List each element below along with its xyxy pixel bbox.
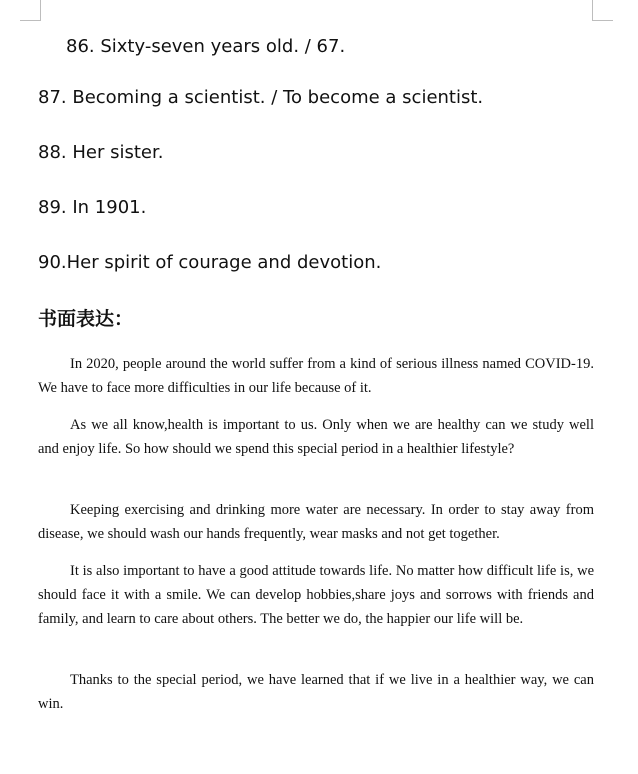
essay-paragraph-2: As we all know,health is important to us. Only when we are healthy can we study well and enjoy life. So how should we spend this special period in a healthier lifestyle?: [38, 417, 594, 457]
answer-89: 89. In 1901.: [38, 197, 147, 218]
writing-section-heading: 书面表达：: [38, 308, 134, 330]
answer-90: 90.Her spirit of courage and devotion.: [38, 252, 382, 273]
answer-88: 88. Her sister.: [38, 142, 164, 163]
page-corner-mark-left: [20, 0, 41, 21]
answer-86: 86. Sixty-seven years old. / 67.: [66, 36, 346, 57]
answer-87: 87. Becoming a scientist. / To become a scientist.: [38, 87, 484, 108]
essay-paragraph-5: Thanks to the special period, we have learned that if we live in a healthier way, we can win.: [38, 672, 594, 712]
essay-paragraph-1: In 2020, people around the world suffer from a kind of serious illness named COVID-19. We have to face more difficulties in our life because of it.: [38, 356, 594, 396]
essay-paragraph-3: Keeping exercising and drinking more water are necessary. In order to stay away from disease, we should wash our hands frequently, wear masks and not get together.: [38, 502, 594, 542]
essay-paragraph-4: It is also important to have a good attitude towards life. No matter how difficult life is, we should face it with a smile. We can develop hobbies,share joys and sorrows with friends and family, and learn to care about others. The better we do, the happier our life will be.: [38, 563, 594, 627]
page-corner-mark-right: [592, 0, 613, 21]
